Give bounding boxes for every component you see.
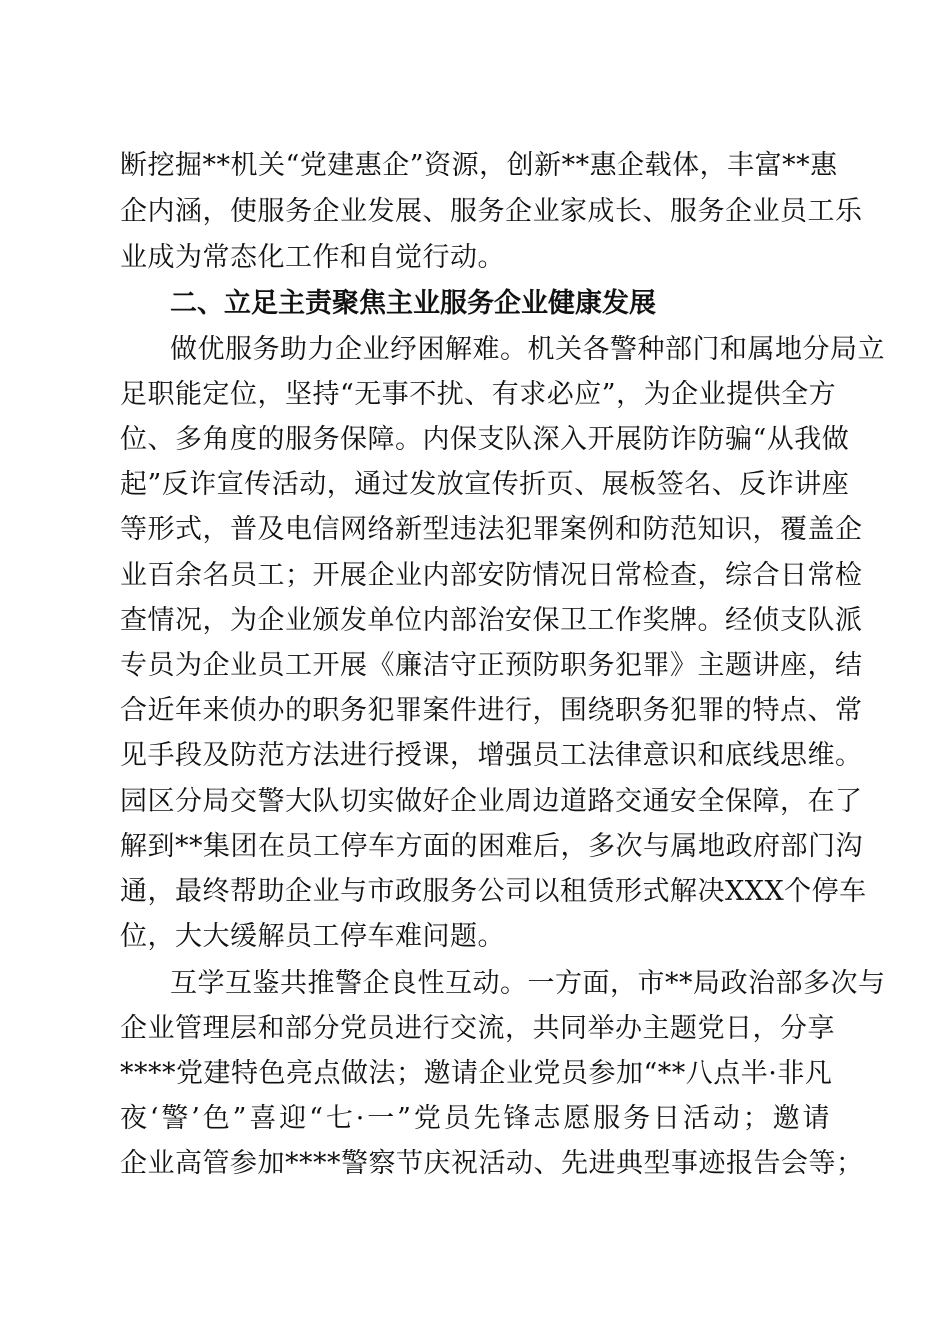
- paragraph-2-line-4: 起”反诈宣传活动，通过发放宣传折页、展板签名、反诈讲座: [120, 469, 850, 500]
- paragraph-1-line-3: 业成为常态化工作和自觉行动。: [120, 242, 505, 273]
- paragraph-2-line-3: 位、多角度的服务保障。内保支队深入开展防诈防骗“从我做: [120, 424, 850, 455]
- section-heading: 二、立足主责聚焦主业服务企业健康发展: [170, 288, 656, 319]
- paragraph-2-line-2: 足职能定位，坚持“无事不扰、有求必应”，为企业提供全方: [120, 379, 837, 410]
- paragraph-2-line-14: 位，大大缓解员工停车难问题。: [120, 921, 505, 952]
- paragraph-2-line-9: 合近年来侦办的职务犯罪案件进行，围绕职务犯罪的特点、常: [120, 695, 863, 726]
- paragraph-3-line-2: 企业管理层和部分党员进行交流，共同举办主题党日，分享: [120, 1013, 835, 1044]
- paragraph-1-line-2: 企内涵，使服务企业发展、服务企业家成长、服务企业员工乐: [120, 196, 863, 227]
- paragraph-3-line-3: ****党建特色亮点做法；邀请企业党员参加“**八点半·非凡: [120, 1058, 833, 1089]
- paragraph-2-line-11: 园区分局交警大队切实做好企业周边道路交通安全保障，在了: [120, 786, 863, 817]
- paragraph-2-line-8: 专员为企业员工开展《廉洁守正预防职务犯罪》主题讲座，结: [120, 650, 863, 681]
- paragraph-2-line-5: 等形式，普及电信网络新型违法犯罪案例和防范知识，覆盖企: [120, 514, 863, 545]
- paragraph-2-line-10: 见手段及防范方法进行授课，增强员工法律意识和底线思维。: [120, 740, 863, 771]
- paragraph-1-line-1: 断挖掘**机关“党建惠企”资源，创新**惠企载体，丰富**惠: [120, 150, 838, 181]
- paragraph-2-line-6: 业百余名员工；开展企业内部安防情况日常检查，综合日常检: [120, 560, 863, 591]
- paragraph-2-line-12: 解到**集团在员工停车方面的困难后，多次与属地政府部门沟: [120, 831, 863, 862]
- paragraph-2-line-13: 通，最终帮助企业与市政服务公司以租赁形式解决XXX个停车: [120, 876, 867, 907]
- paragraph-2-line-1: 做优服务助力企业纾困解难。机关各警种部门和属地分局立: [170, 334, 885, 365]
- paragraph-3-line-5: 企业高管参加****警察节庆祝活动、先进典型事迹报告会等；: [120, 1148, 864, 1179]
- paragraph-3-line-4: 夜‘警’色”喜迎“七·一”党员先锋志愿服务日活动；邀请: [120, 1103, 830, 1134]
- paragraph-3-line-1: 互学互鉴共推警企良性互动。一方面，市**局政治部多次与: [170, 968, 886, 999]
- paragraph-2-line-7: 查情况，为企业颁发单位内部治安保卫工作奖牌。经侦支队派: [120, 605, 863, 636]
